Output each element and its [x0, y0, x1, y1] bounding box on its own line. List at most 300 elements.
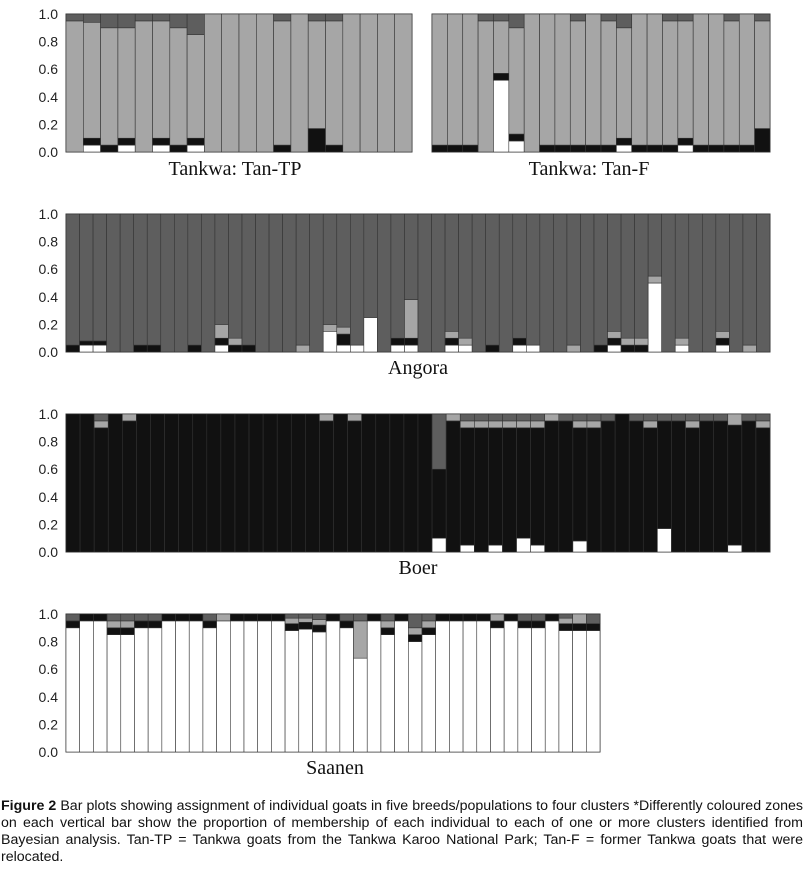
bar-segment-black: [616, 138, 631, 145]
bar-segment-black: [176, 614, 190, 621]
y-tick-label: 0.2: [38, 116, 58, 133]
bar-segment-white: [364, 318, 378, 353]
bar-segment-light-grey: [447, 14, 462, 145]
bar-segment-light-grey: [662, 21, 677, 145]
bar-segment-black: [657, 421, 671, 529]
bar-segment-light-grey: [459, 338, 473, 345]
bar-segment-white: [80, 345, 94, 352]
bar-segment-black: [118, 138, 135, 145]
bar-segment-dark-grey: [107, 614, 121, 621]
bar-segment-dark-grey: [540, 214, 554, 352]
bar-segment-black: [728, 425, 742, 545]
bar-segment-dark-grey: [269, 214, 283, 352]
bar-segment-dark-grey: [586, 614, 600, 624]
y-tick-label: 0.0: [38, 144, 58, 160]
bar-segment-dark-grey: [657, 414, 671, 421]
bar-segment-light-grey: [319, 414, 333, 421]
bar-segment-light-grey: [587, 421, 601, 428]
bar-segment-black: [504, 614, 518, 621]
y-axis: [39, 6, 59, 160]
bar-segment-light-grey: [709, 14, 724, 145]
bar-segment-light-grey: [716, 331, 730, 338]
bar-segment-dark-grey: [621, 214, 635, 338]
bar-segment-white: [217, 621, 231, 752]
bar-segment-white: [187, 145, 204, 152]
bar-segment-light-grey: [239, 14, 256, 152]
bar-segment-light-grey: [118, 28, 135, 138]
bar-segment-dark-grey: [570, 14, 585, 21]
bar-segment-black: [66, 621, 80, 628]
bar-segment-black: [643, 428, 657, 552]
bar-segment-black: [319, 421, 333, 552]
bar-segment-black: [586, 145, 601, 152]
bar-segment-white: [107, 635, 121, 752]
bar-segment-black: [189, 614, 203, 621]
bar-segment-dark-grey: [418, 214, 432, 352]
y-tick-label: 0.2: [38, 516, 58, 533]
bar-segment-dark-grey: [474, 414, 488, 421]
y-tick-label: 1.0: [38, 6, 58, 22]
bar-segment-black: [408, 635, 422, 642]
bar-segment-light-grey: [608, 331, 622, 338]
bar-segment-light-grey: [724, 21, 739, 145]
bar-segment-dark-grey: [678, 14, 693, 21]
bar-segment-black: [187, 138, 204, 145]
y-tick-label: 0.6: [38, 261, 58, 278]
bar-segment-black: [66, 345, 80, 352]
bar-segment-white: [493, 80, 508, 152]
bar-segment-light-grey: [354, 621, 368, 658]
bar-segment-light-grey: [756, 421, 770, 428]
bar-segment-black: [608, 338, 622, 345]
bar-segment-white: [608, 345, 622, 352]
bar-segment-dark-grey: [601, 14, 616, 21]
bar-segment-dark-grey: [662, 214, 676, 352]
bar-segment-light-grey: [285, 618, 299, 624]
bar-segment-dark-grey: [573, 414, 587, 421]
bar-segment-dark-grey: [299, 614, 313, 618]
bar-segment-black: [709, 145, 724, 152]
y-tick-label: 0.2: [38, 316, 58, 333]
caption-label: Figure 2: [1, 798, 57, 814]
y-tick-label: 1.0: [38, 406, 58, 422]
bar-segment-dark-grey: [445, 214, 459, 331]
bar-segment-black: [621, 345, 635, 352]
bar-segment-light-grey: [739, 14, 754, 145]
bar-segment-light-grey: [66, 21, 83, 152]
bar-segment-white: [148, 628, 162, 752]
bar-segment-black: [148, 621, 162, 628]
bar-segment-black: [601, 421, 615, 552]
panel-angora: [39, 206, 770, 379]
bar-segment-black: [367, 614, 381, 621]
bar-segment-black: [555, 145, 570, 152]
bar-segment-black: [215, 338, 229, 345]
bar-segment-dark-grey: [755, 14, 770, 21]
bar-segment-light-grey: [635, 338, 649, 345]
y-tick-label: 0.8: [38, 433, 58, 450]
bar-segment-light-grey: [274, 21, 291, 145]
bar-segment-light-grey: [531, 421, 545, 428]
bar-segment-dark-grey: [66, 614, 80, 621]
bar-segment-black: [714, 421, 728, 552]
bar-segment-dark-grey: [432, 214, 446, 352]
bar-segment-light-grey: [616, 28, 631, 138]
bar-segment-dark-grey: [716, 214, 730, 331]
bar-segment-dark-grey: [714, 414, 728, 421]
bar-segment-white: [490, 628, 504, 752]
bar-segment-black: [348, 421, 362, 552]
bar-segment-white: [350, 345, 364, 352]
bar-segment-dark-grey: [391, 214, 405, 338]
bar-segment-dark-grey: [118, 14, 135, 28]
bar-segment-light-grey: [488, 421, 502, 428]
bar-segment-white: [340, 628, 354, 752]
bar-segment-light-grey: [517, 421, 531, 428]
bar-segment-black: [601, 145, 616, 152]
bar-segment-dark-grey: [488, 414, 502, 421]
y-tick-label: 0.4: [38, 488, 58, 505]
bar-segment-light-grey: [524, 14, 539, 152]
bar-segment-white: [323, 331, 337, 352]
bar-segment-dark-grey: [134, 614, 148, 621]
bar-segment-white: [258, 621, 272, 752]
bar-segment-black: [101, 145, 118, 152]
bar-segment-dark-grey: [147, 214, 161, 345]
bar-segment-dark-grey: [408, 614, 422, 628]
panel-tan-f: [432, 14, 770, 180]
bar-segment-black: [422, 628, 436, 635]
bar-segment-black: [445, 338, 459, 345]
bar-segment-light-grey: [121, 621, 135, 628]
bar-segment-black: [136, 414, 150, 552]
panel-label: Tankwa: Tan-F: [528, 158, 650, 180]
bar-segment-white: [513, 345, 527, 352]
bar-segment-light-grey: [404, 300, 418, 339]
bar-segment-black: [326, 614, 340, 621]
bar-segment-black: [134, 621, 148, 628]
bar-segment-light-grey: [478, 21, 493, 152]
bar-segment-black: [486, 345, 500, 352]
bar-segment-light-grey: [408, 628, 422, 635]
bar-segment-white: [532, 628, 546, 752]
bar-segment-dark-grey: [702, 214, 716, 352]
figure-caption: [1, 798, 803, 866]
bar-segment-dark-grey: [310, 214, 324, 352]
bar-segment-black: [513, 338, 527, 345]
bar-segment-white: [657, 529, 671, 552]
bar-segment-dark-grey: [580, 214, 594, 352]
bar-segment-light-grey: [135, 21, 152, 152]
bar-segment-black: [629, 421, 643, 552]
bar-segment-black: [170, 145, 187, 152]
bar-segment-black: [207, 414, 221, 552]
bar-segment-dark-grey: [648, 214, 662, 276]
bar-segment-black: [509, 134, 524, 141]
bar-segment-light-grey: [728, 414, 742, 425]
bar-segment-dark-grey: [170, 14, 187, 28]
bar-segment-black: [686, 428, 700, 552]
bar-segment-white: [118, 145, 135, 152]
bar-segment-dark-grey: [756, 414, 770, 421]
bar-segment-light-grey: [101, 28, 118, 145]
bar-segment-dark-grey: [729, 214, 743, 352]
bar-segment-black: [242, 345, 256, 352]
bar-segment-black: [573, 624, 587, 631]
bar-segment-dark-grey: [107, 214, 121, 352]
bar-segment-black: [235, 414, 249, 552]
bar-segment-light-grey: [446, 414, 460, 421]
bar-segment-white: [176, 621, 190, 752]
bar-segment-black: [94, 428, 108, 552]
bar-segment-light-grey: [222, 14, 239, 152]
bar-segment-black: [274, 145, 291, 152]
bar-segment-black: [531, 428, 545, 545]
bar-segment-black: [228, 345, 242, 352]
bar-segment-white: [381, 635, 395, 752]
bar-segment-dark-grey: [312, 614, 326, 620]
bar-segment-dark-grey: [513, 214, 527, 338]
bar-segment-white: [436, 621, 450, 752]
bar-segment-black: [134, 345, 148, 352]
bar-segment-black: [93, 341, 107, 345]
bar-segment-black: [80, 341, 94, 345]
bar-segment-white: [586, 631, 600, 752]
bar-segment-black: [573, 428, 587, 541]
bar-segment-black: [724, 145, 739, 152]
bar-segment-black: [460, 428, 474, 545]
bar-segment-white: [463, 621, 477, 752]
bar-segment-black: [587, 428, 601, 552]
bar-segment-light-grey: [326, 21, 343, 145]
bar-segment-light-grey: [490, 614, 504, 621]
bar-segment-light-grey: [381, 621, 395, 628]
bar-segment-black: [559, 421, 573, 552]
bar-segment-black: [83, 138, 100, 145]
bar-segment-light-grey: [445, 331, 459, 338]
bar-segment-light-grey: [337, 327, 351, 334]
bar-segment-dark-grey: [742, 414, 756, 421]
bar-segment-black: [463, 614, 477, 621]
bar-segment-black: [249, 414, 263, 552]
bar-segment-dark-grey: [594, 214, 608, 345]
bar-segment-black: [647, 145, 662, 152]
bar-segment-light-grey: [755, 21, 770, 129]
bar-segment-dark-grey: [101, 14, 118, 28]
bar-segment-light-grey: [343, 14, 360, 152]
bar-segment-light-grey: [291, 14, 308, 152]
bar-segment-white: [526, 345, 540, 352]
bar-segment-black: [93, 614, 107, 621]
bar-segment-black: [517, 428, 531, 538]
bar-segment-black: [493, 73, 508, 80]
bar-segment-dark-grey: [567, 214, 581, 345]
panel-boer: [39, 406, 770, 579]
panel-label: Saanen: [306, 757, 364, 779]
bar-segment-white: [460, 545, 474, 552]
bar-segment-light-grey: [228, 338, 242, 345]
bar-segment-black: [449, 614, 463, 621]
bar-segment-dark-grey: [203, 614, 217, 621]
bar-segment-dark-grey: [188, 214, 202, 345]
bar-segment-light-grey: [567, 345, 581, 352]
bar-segment-white: [134, 628, 148, 752]
y-tick-label: 0.8: [38, 33, 58, 50]
bar-segment-black: [165, 414, 179, 552]
bar-segment-dark-grey: [80, 214, 94, 341]
bar-segment-dark-grey: [283, 214, 297, 352]
bar-segment-light-grey: [743, 345, 757, 352]
bar-segment-dark-grey: [121, 614, 135, 621]
bar-segment-black: [271, 614, 285, 621]
bar-segment-white: [728, 545, 742, 552]
bar-segment-black: [488, 428, 502, 545]
y-axis: [39, 606, 59, 760]
bar-segment-black: [121, 628, 135, 635]
bar-segment-black: [755, 129, 770, 152]
bar-segment-dark-grey: [486, 214, 500, 345]
bar-segment-black: [635, 345, 649, 352]
bar-segment-black: [390, 414, 404, 552]
bar-segment-black: [446, 421, 460, 552]
bar-segment-dark-grey: [724, 14, 739, 21]
bar-segment-black: [586, 624, 600, 631]
bar-segment-dark-grey: [66, 214, 80, 345]
bar-segment-white: [675, 345, 689, 352]
bar-segment-black: [80, 414, 94, 552]
bar-segment-dark-grey: [689, 214, 703, 352]
bar-segment-dark-grey: [135, 14, 152, 21]
bar-segment-black: [404, 414, 418, 552]
bar-segment-black: [463, 145, 478, 152]
bar-segment-light-grey: [643, 421, 657, 428]
bar-segment-black: [540, 145, 555, 152]
bar-segment-dark-grey: [296, 214, 310, 345]
bar-segment-light-grey: [647, 14, 662, 145]
bar-segment-dark-grey: [94, 414, 108, 421]
bar-segment-dark-grey: [174, 214, 188, 352]
bar-segment-white: [153, 145, 170, 152]
bar-segment-light-grey: [601, 21, 616, 145]
bar-segment-black: [391, 338, 405, 345]
bar-segment-black: [594, 345, 608, 352]
bar-segment-white: [573, 541, 587, 552]
bar-segment-black: [221, 414, 235, 552]
bar-segment-black: [277, 414, 291, 552]
bar-segment-dark-grey: [616, 14, 631, 28]
bar-segment-light-grey: [686, 421, 700, 428]
bar-segment-white: [203, 628, 217, 752]
bar-segment-dark-grey: [509, 14, 524, 28]
bar-segment-white: [531, 545, 545, 552]
bar-segment-white: [445, 345, 459, 352]
bar-segment-white: [80, 621, 94, 752]
bar-segment-dark-grey: [459, 214, 473, 338]
bar-segment-white: [488, 545, 502, 552]
bar-segment-light-grey: [170, 28, 187, 145]
bar-segment-dark-grey: [460, 414, 474, 421]
bar-segment-light-grey: [395, 14, 412, 152]
bar-segment-white: [449, 621, 463, 752]
bar-segment-dark-grey: [531, 414, 545, 421]
bar-segment-dark-grey: [559, 614, 573, 618]
bar-segment-dark-grey: [134, 214, 148, 345]
bar-segment-dark-grey: [161, 214, 175, 352]
bar-segment-light-grey: [107, 621, 121, 628]
bar-segment-black: [418, 414, 432, 552]
bar-segment-dark-grey: [83, 14, 100, 22]
bar-segment-black: [742, 421, 756, 552]
panel-tan-tp: [39, 6, 412, 180]
bar-segment-black: [376, 414, 390, 552]
bar-segment-light-grey: [573, 421, 587, 428]
bar-segment-white: [395, 621, 409, 752]
bar-segment-black: [518, 621, 532, 628]
bar-segment-dark-grey: [66, 14, 83, 21]
bar-segment-dark-grey: [242, 214, 256, 345]
panel-label: Tankwa: Tan-TP: [168, 158, 302, 180]
bar-segment-dark-grey: [381, 614, 395, 621]
bar-segment-black: [739, 145, 754, 152]
bar-segment-black: [258, 614, 272, 621]
bar-segment-black: [432, 145, 447, 152]
bar-segment-dark-grey: [686, 414, 700, 421]
bar-segment-dark-grey: [629, 414, 643, 421]
bar-segment-dark-grey: [432, 414, 446, 469]
bar-segment-black: [436, 614, 450, 621]
bar-segment-black: [108, 414, 122, 552]
bar-segment-dark-grey: [274, 14, 291, 21]
bar-segment-white: [518, 628, 532, 752]
bar-segment-black: [693, 145, 708, 152]
bar-segment-light-grey: [299, 618, 313, 622]
bar-segment-light-grey: [570, 21, 585, 145]
bar-segment-black: [230, 614, 244, 621]
bar-segment-black: [326, 145, 343, 152]
y-tick-label: 0.0: [38, 344, 58, 360]
y-tick-label: 0.6: [38, 461, 58, 478]
panel-label: Boer: [398, 557, 438, 579]
bar-segment-black: [291, 414, 305, 552]
bar-segment-white: [326, 621, 340, 752]
bar-segment-white: [354, 658, 368, 752]
bar-segment-black: [432, 469, 446, 538]
y-tick-label: 0.4: [38, 688, 58, 705]
bar-segment-dark-grey: [700, 414, 714, 421]
bar-segment-white: [648, 283, 662, 352]
bar-segment-light-grey: [122, 414, 136, 421]
bar-segment-dark-grey: [743, 214, 757, 345]
bar-segment-light-grey: [540, 14, 555, 145]
bar-segment-dark-grey: [601, 414, 615, 421]
bar-segment-light-grey: [460, 421, 474, 428]
bar-segment-light-grey: [153, 21, 170, 138]
bar-segment-dark-grey: [308, 14, 325, 21]
bar-segment-light-grey: [422, 621, 436, 628]
bar-segment-dark-grey: [323, 214, 337, 324]
bar-segment-dark-grey: [201, 214, 215, 352]
bar-segment-black: [716, 338, 730, 345]
y-tick-label: 0.8: [38, 233, 58, 250]
bar-segment-dark-grey: [608, 214, 622, 331]
bar-segment-black: [203, 621, 217, 628]
bar-segment-white: [477, 621, 491, 752]
bar-segment-dark-grey: [340, 614, 354, 621]
bar-segment-white: [367, 621, 381, 752]
bar-segment-white: [271, 621, 285, 752]
bar-segment-black: [559, 624, 573, 631]
y-tick-label: 0.4: [38, 88, 58, 105]
